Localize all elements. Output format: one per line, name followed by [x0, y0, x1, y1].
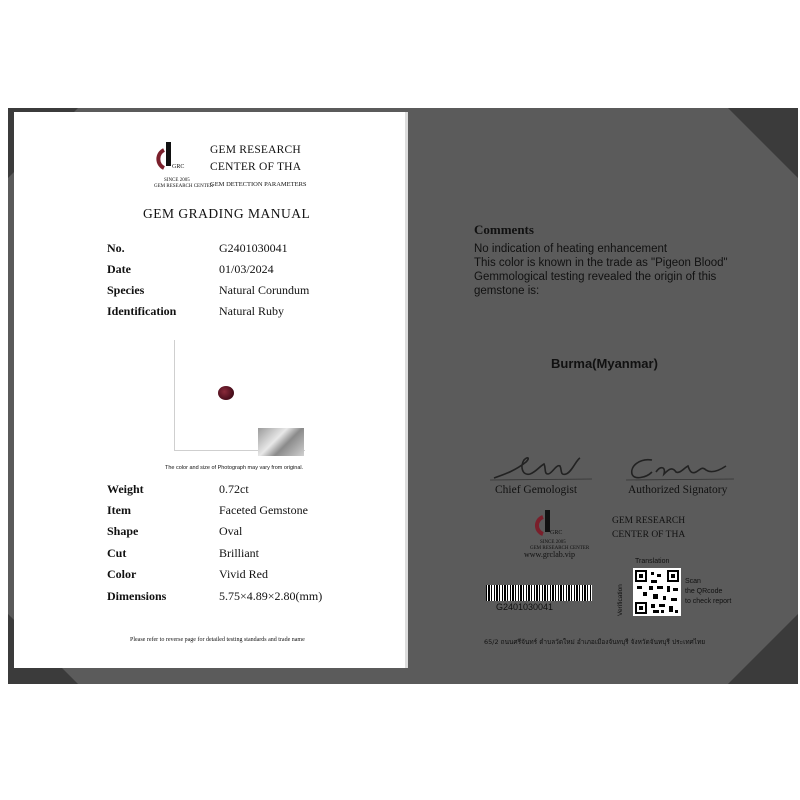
field-label-dimensions: Dimensions	[107, 589, 167, 603]
photo-note: The color and size of Photograph may vary from original.	[165, 465, 304, 471]
comments-heading: Comments	[474, 222, 534, 237]
footer-note: Please refer to reverse page for detailed testing standards and trade name	[130, 637, 305, 643]
chief-gemologist-label: Chief Gemologist	[495, 484, 578, 496]
logo-center: GEM RESEARCH CENTER	[154, 184, 214, 189]
website[interactable]: www.grclab.vip	[524, 550, 576, 559]
verification-label: Verification	[617, 584, 624, 616]
authorized-signature-icon	[622, 452, 738, 484]
scan-line-2: the QRcode	[685, 588, 723, 595]
field-value-species: Natural Corundum	[219, 283, 310, 297]
logo-text: GRC	[172, 164, 185, 170]
field-value-item: Faceted Gemstone	[219, 503, 308, 517]
qr-code-icon[interactable]	[633, 568, 681, 616]
field-label-color: Color	[107, 567, 137, 581]
field-label-date: Date	[107, 262, 131, 276]
field-value-date: 01/03/2024	[219, 262, 274, 276]
field-label-item: Item	[107, 503, 131, 517]
field-value-identification: Natural Ruby	[219, 304, 284, 318]
comment-line-3: Gemmological testing revealed the origin of this	[474, 271, 717, 283]
origin-value: Burma(Myanmar)	[551, 356, 658, 371]
lab-name-line2: CENTER OF THA	[210, 161, 302, 173]
ruby-gemstone-image	[218, 386, 234, 400]
field-label-cut: Cut	[107, 546, 127, 560]
field-value-weight: 0.72ct	[219, 482, 249, 496]
page-spine	[405, 112, 408, 668]
barcode-number: G2401030041	[496, 602, 554, 612]
lab-address: 65/2 ถนนศรีจันทร์ ตำบลวัดใหม่ อำเภอเมืองจันทบุรี จังหวัดจันทบุรี ประเทศไทย	[484, 638, 706, 646]
barcode	[486, 585, 592, 601]
translation-label: Translation	[635, 558, 670, 565]
chief-signature-icon	[486, 452, 596, 484]
authorized-signatory-label: Authorized Signatory	[628, 484, 728, 496]
field-value-shape: Oval	[219, 524, 243, 538]
report-title: GEM GRADING MANUAL	[143, 206, 311, 221]
logo-since-right: SINCE 2005	[540, 540, 566, 545]
field-label-no: No.	[107, 241, 125, 255]
lab-name-right-line1: GEM RESEARCH	[612, 516, 686, 526]
logo-since: SINCE 2005	[164, 178, 190, 183]
field-value-cut: Brilliant	[219, 546, 259, 560]
field-label-species: Species	[107, 283, 145, 297]
hologram-sticker	[258, 428, 304, 456]
corner-top-right	[728, 108, 798, 178]
field-label-identification: Identification	[107, 304, 177, 318]
field-label-shape: Shape	[107, 524, 139, 538]
field-value-color: Vivid Red	[219, 567, 268, 581]
corner-bottom-right	[728, 614, 798, 684]
logo-text-right: GRC	[550, 530, 563, 536]
lab-name-right-line2: CENTER OF THA	[612, 530, 686, 540]
comment-line-1: No indication of heating enhancement	[474, 243, 668, 255]
scan-line-1: Scan	[685, 578, 701, 585]
lab-name-line1: GEM RESEARCH	[210, 144, 301, 156]
field-value-dimensions: 5.75×4.89×2.80(mm)	[219, 589, 323, 603]
scan-instructions	[685, 577, 731, 607]
field-label-weight: Weight	[107, 482, 144, 496]
logo-center-right: GEM RESEARCH CENTER	[530, 546, 590, 551]
comment-line-2: This color is known in the trade as "Pigeon Blood"	[474, 257, 728, 269]
lab-subtitle: GEM DETECTION PARAMETERS	[210, 181, 307, 188]
field-value-no: G2401030041	[219, 241, 288, 255]
comment-line-4: gemstone is:	[474, 285, 540, 297]
scan-line-3: to check report	[685, 598, 732, 605]
